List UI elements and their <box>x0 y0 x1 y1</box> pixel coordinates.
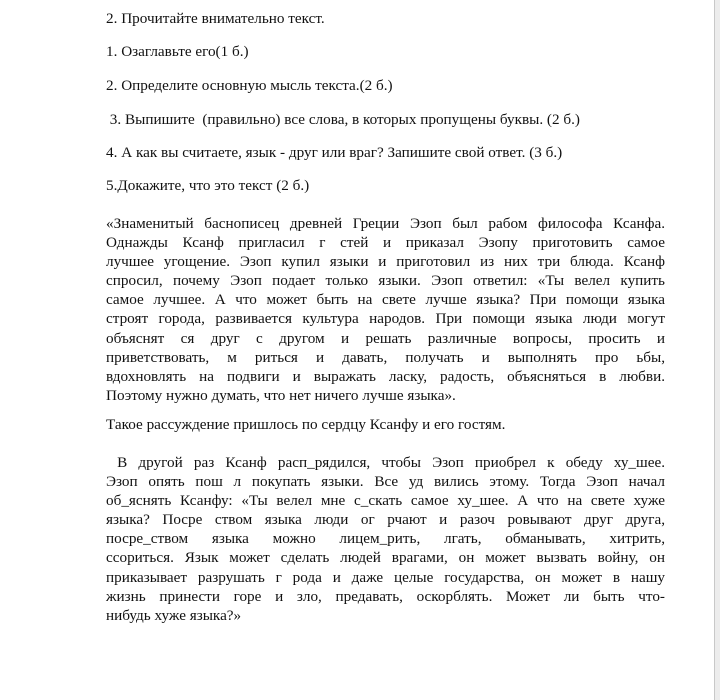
task-main-idea: 2. Определите основную мысль текста.(2 б.) <box>106 77 393 94</box>
paragraph-line: Однажды Ксанф пригласил г стей и приказал Эзопу приготовить самое <box>106 234 665 252</box>
paragraph-line: спросил, почему Эзоп подает только языки. Эзоп ответил: «Ты велел купить <box>106 272 665 290</box>
paragraph-line: Эзоп опять пош л покупать языки. Все уд вились этому. Тогда Эзоп начал <box>106 473 665 491</box>
paragraph-line: ссориться. Язык может сделать людей врагами, он может вызвать войну, он <box>106 549 665 567</box>
paragraph-line: объяснят ся друг с другом и решать различные вопросы, просить и <box>106 329 665 347</box>
paragraph-line: об_яснять Ксанфу: «Ты велел мне с_скать самое ху_шее. А что на свете хуже <box>106 492 665 510</box>
paragraph-line: приветствовать, м риться и давать, получать и выполнять про ьбы, <box>106 348 665 366</box>
paragraph-line: жизнь принести горе и зло, предавать, оскорблять. Может ли быть что- <box>106 587 665 605</box>
paragraph-line: «Знаменитый баснописец древней Греции Эзоп был рабом философа Ксанфа. <box>106 215 665 232</box>
task-opinion: 4. А как вы считаете, язык - друг или враг? Запишите свой ответ. (3 б.) <box>106 144 563 161</box>
paragraph-line: строят города, развивается культура народов. При помощи языка люди могут <box>106 310 665 328</box>
paragraph-line: самое лучшее. А что может быть на свете лучше языка? При помощи языка <box>106 291 665 309</box>
paragraph-3 <box>106 453 665 625</box>
task-prove-text: 5.Докажите, что это текст (2 б.) <box>106 177 310 194</box>
task-read-text: 2. Прочитайте внимательно текст. <box>106 10 325 27</box>
paragraph-line: лучшее угощение. Эзоп купил языки и приготовил из них три блюда. Ксанф <box>106 253 665 271</box>
paragraph-line: посре_ством языка можно лицем_рить, лгать, обманывать, хитрить, <box>106 530 665 548</box>
paragraph-line: языка? Посре ством языка люди ог рчают и разоч ровывают друг друга, <box>106 511 665 529</box>
paragraph-line: В другой раз Ксанф расп_рядился, чтобы Эзоп приобрел к обеду ху_шее. <box>106 454 665 471</box>
paragraph-1 <box>106 214 665 405</box>
paragraph-2: Такое рассуждение пришлось по сердцу Ксанфу и его гостям. <box>106 416 506 433</box>
paragraph-line: Поэтому нужно думать, что нет ничего лучше языка». <box>106 386 456 404</box>
paragraph-line: приказывает разрушать г рода и даже целые государства, он может в нашу <box>106 568 665 586</box>
task-title: 1. Озаглавьте его(1 б.) <box>106 43 249 60</box>
paragraph-line: вдохновлять на подвиги и выражать ласку, радость, объясняться в любви. <box>106 367 665 385</box>
paragraph-line: нибудь хуже языка?» <box>106 606 242 624</box>
task-write-words: 3. Выпишите (правильно) все слова, в которых пропущены буквы. (2 б.) <box>106 111 580 128</box>
